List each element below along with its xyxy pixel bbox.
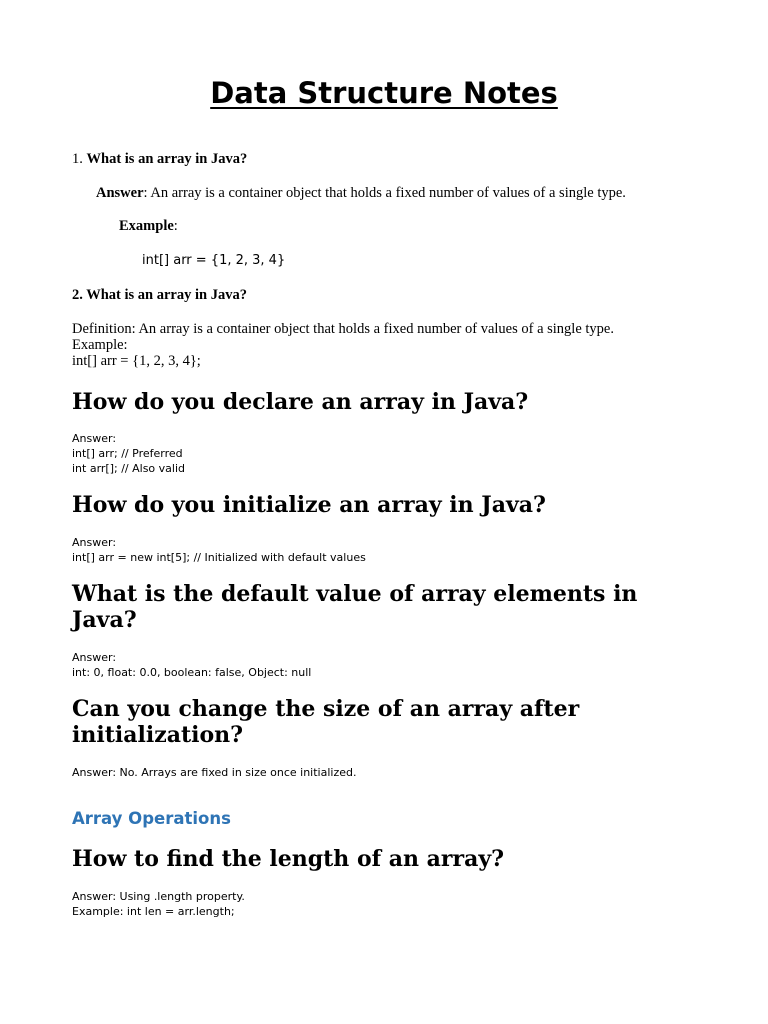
answer-line: Example: int len = arr.length; (72, 905, 235, 918)
section-answer-initialize (72, 535, 366, 565)
section-heading-initialize: How do you initialize an array in Java? (72, 492, 546, 518)
example-1 (119, 218, 178, 235)
section-heading-change-size: Can you change the size of an array after initialization? (72, 696, 580, 748)
section-answer-change-size (72, 765, 356, 780)
section-answer-default-value (72, 650, 311, 680)
page-title: Data Structure Notes (210, 76, 558, 110)
example-1-label: Example (119, 218, 174, 234)
answer-line: Answer: (72, 432, 117, 445)
answer-line: int arr[]; // Also valid (72, 462, 186, 475)
section-heading-length: How to find the length of an array? (72, 846, 505, 872)
definition-2: Definition: An array is a container object that holds a fixed number of values of a single type. (72, 321, 614, 337)
section-answer-declare (72, 431, 185, 476)
question-1-number: 1. (72, 151, 83, 167)
answer-1 (96, 185, 626, 202)
example-2-label: Example: (72, 337, 128, 353)
answer-line: int[] arr = new int[5]; // Initialized with default values (72, 551, 366, 564)
answer-line: Answer: Using .length property. (72, 890, 245, 903)
code-example-2: int[] arr = {1, 2, 3, 4}; (72, 353, 201, 369)
answer-1-label: Answer (96, 185, 144, 201)
subheading-array-operations: Array Operations (72, 809, 231, 828)
section-answer-length (72, 889, 245, 919)
code-example-1: int[] arr = {1, 2, 3, 4} (142, 253, 286, 268)
answer-1-text: : An array is a container object that holds a fixed number of values of a single type. (143, 185, 626, 201)
question-2: 2. What is an array in Java? (72, 287, 247, 303)
answer-line: int: 0, float: 0.0, boolean: false, Object: null (72, 666, 312, 679)
answer-line: Answer: (72, 651, 117, 664)
answer-2 (72, 321, 712, 369)
example-1-colon: : (173, 218, 178, 234)
section-heading-default-value: What is the default value of array elements in Java? (72, 581, 638, 633)
answer-line: int[] arr; // Preferred (72, 447, 183, 460)
answer-line: Answer: No. Arrays are fixed in size once initialized. (72, 766, 357, 779)
answer-line: Answer: (72, 536, 117, 549)
question-1 (72, 151, 247, 168)
question-1-text: What is an array in Java? (86, 151, 248, 167)
section-heading-declare: How do you declare an array in Java? (72, 389, 529, 415)
